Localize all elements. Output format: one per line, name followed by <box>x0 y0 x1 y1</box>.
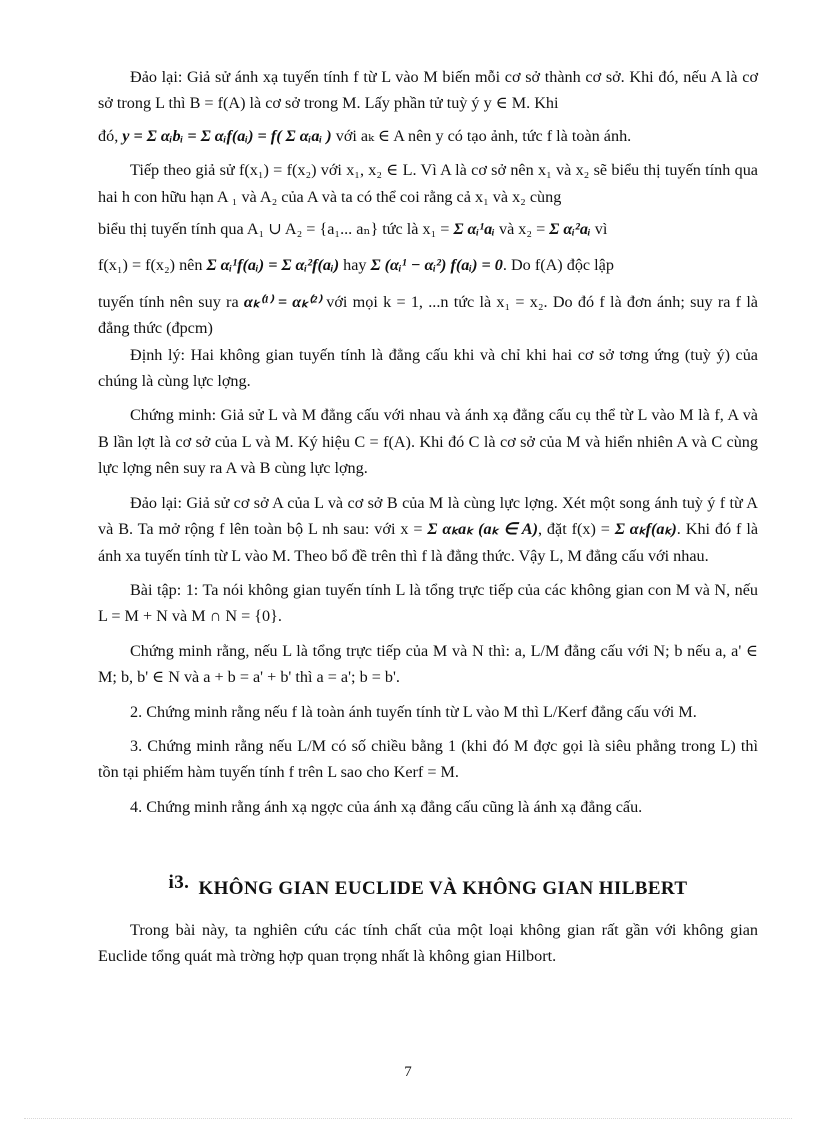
text-line: , đặt f(x) = <box>537 520 610 539</box>
formula-fx-sum: Σ αₖf(aₖ) <box>614 520 677 539</box>
text-line: Tiếp theo giả sử f(x₁) = f(x₂) với x₁, x₂ ∈ L. Vì A là cơ sở nên x₁ và x₂ sẽ biểu thị tuyến tính qua hai h con hữu hạn A ₁ và A₂ của A và ta có thể coi rằng cả x₁ và x₂ cùng <box>98 161 758 206</box>
formula-x-sum: Σ αₖaₖ (aₖ ∈ A) <box>427 520 538 539</box>
section-number: i3. <box>168 872 190 894</box>
page-number: 7 <box>404 1064 412 1080</box>
paragraph-converse-bijection <box>98 490 758 569</box>
formula-x2: Σ αᵢ²aᵢ <box>549 220 591 239</box>
section-intro: Trong bài này, ta nghiên cứu các tính chất của một loại không gian rất gần với không gian Euclide tổng quát mà trờng hợp quan trọng nhất là không gian Hilbort. <box>98 920 758 965</box>
text-line: f(x₁) = f(x₂) nên <box>98 256 203 275</box>
text-line: Đảo lại: Giả sử ánh xạ tuyến tính f từ L vào M biến mỗi cơ sở thành cơ sở. Khi đó, <box>130 68 679 86</box>
formula-f-equal: Σ αᵢ¹f(aᵢ) = Σ αᵢ²f(aᵢ) <box>206 256 340 275</box>
text-line: đó, <box>98 126 119 145</box>
exercise-2: 2. Chứng minh rằng nếu f là toàn ánh tuyến tính từ L vào M thì L/Kerf đẳng cấu với M. <box>130 702 697 721</box>
text-line: vì <box>594 220 608 239</box>
text-line: nếu A là cơ sở trong L thì B = f(A) là cơ sở trong M. Lấy phần tử tuỳ ý y ∈ M. Khi <box>98 68 759 113</box>
text-line: . Khi đó f là ánh xa tuyến tính từ L vào M. Theo bổ đề trên thì f là đẳng thức. Vậy L, M đẳng cấu với nhau. <box>98 520 759 565</box>
formula-f-diff: Σ (αᵢ¹ − αᵢ²) f(aᵢ) = 0 <box>370 256 503 275</box>
text-line: với aₖ ∈ A nên y có tạo ảnh, tức f là toàn ánh. <box>335 126 632 145</box>
document-body <box>98 64 758 969</box>
exercise-1: Chứng minh rằng, nếu L là tổng trực tiếp của M và N thì: a, L/M đẳng cấu với N; b nếu a, a' ∈ M; b, b' ∈ N và a + b = a' + b' thì a = a'; b = b'. <box>98 641 758 687</box>
formula-alpha-equal: αₖ⁽¹⁾ = αₖ⁽²⁾ <box>243 292 321 311</box>
text-line: tuyến tính nên suy ra <box>98 292 239 311</box>
exercise-4: 4. Chứng minh rằng ánh xạ ngợc của ánh xạ đẳng cấu cũng là ánh xạ đẳng cấu. <box>130 797 643 816</box>
paragraph-injective-4 <box>98 289 758 342</box>
paragraph-injective-2 <box>98 216 758 242</box>
text-line: với mọi k = 1, ...n tức là x₁ = x₂. Do đó f là đơn ánh; suy ra f là đẳng thức (đpcm) <box>98 292 758 338</box>
exercise-3: 3. Chứng minh rằng nếu L/M có số chiều bằng 1 (khi đó M đợc gọi là siêu phẳng trong L) thì tồn tại phiếm hàm tuyến tính f trên L sao cho Kerf = M. <box>98 736 758 782</box>
proof: Chứng minh: Giả sử L và M đẳng cấu với nhau và ánh xạ đẳng cấu cụ thể từ L vào M là f, A và B lần lợt là cơ sở của L và M. Ký hiệu C = f(A). Khi đó C là cơ sở của M và hiển nhiên A và C cùng lực lợng nên suy ra A và B cùng lực lợng. <box>98 406 758 478</box>
section-heading <box>98 870 758 902</box>
paragraph-injective-3 <box>98 252 758 278</box>
paragraph-injective <box>98 157 758 210</box>
text-line: và x₂ = <box>498 220 546 239</box>
paragraph-converse-surjective <box>98 64 758 117</box>
text-line: Đảo lại: Giả sử cơ sở A của L và cơ sở B của M là cùng lực lợng. Xét một song ánh tuỳ ý f từ A và B. Ta mở rộng f lên toàn bộ L nh sau: với x = <box>98 493 758 539</box>
exercise-intro: Bài tập: 1: Ta nói không gian tuyến tính L là tổng trực tiếp của các không gian con M và N, nếu L = M + N và M ∩ N = {0}. <box>98 580 758 626</box>
paragraph-formula-line <box>98 123 758 149</box>
text-line: . Do f(A) độc lập <box>502 256 614 275</box>
formula-x1: Σ αᵢ¹aᵢ <box>453 220 495 239</box>
section-title: KHÔNG GIAN EUCLIDE VÀ KHÔNG GIAN HILBERT <box>198 878 688 900</box>
formula-y-sum: y = Σ αᵢbᵢ = Σ αᵢf(aᵢ) = f( Σ αᵢaᵢ ) <box>122 126 332 145</box>
text-line: hay <box>343 256 367 275</box>
theorem: Định lý: Hai không gian tuyến tính là đẳng cấu khi và chỉ khi hai cơ sở tơng ứng (tuỳ ý) của chúng là cùng lực lợng. <box>98 345 758 391</box>
page-bottom-divider <box>24 1118 792 1119</box>
text-line: biểu thị tuyến tính qua A₁ ∪ A₂ = {a₁... aₙ} tức là x₁ = <box>98 220 450 239</box>
